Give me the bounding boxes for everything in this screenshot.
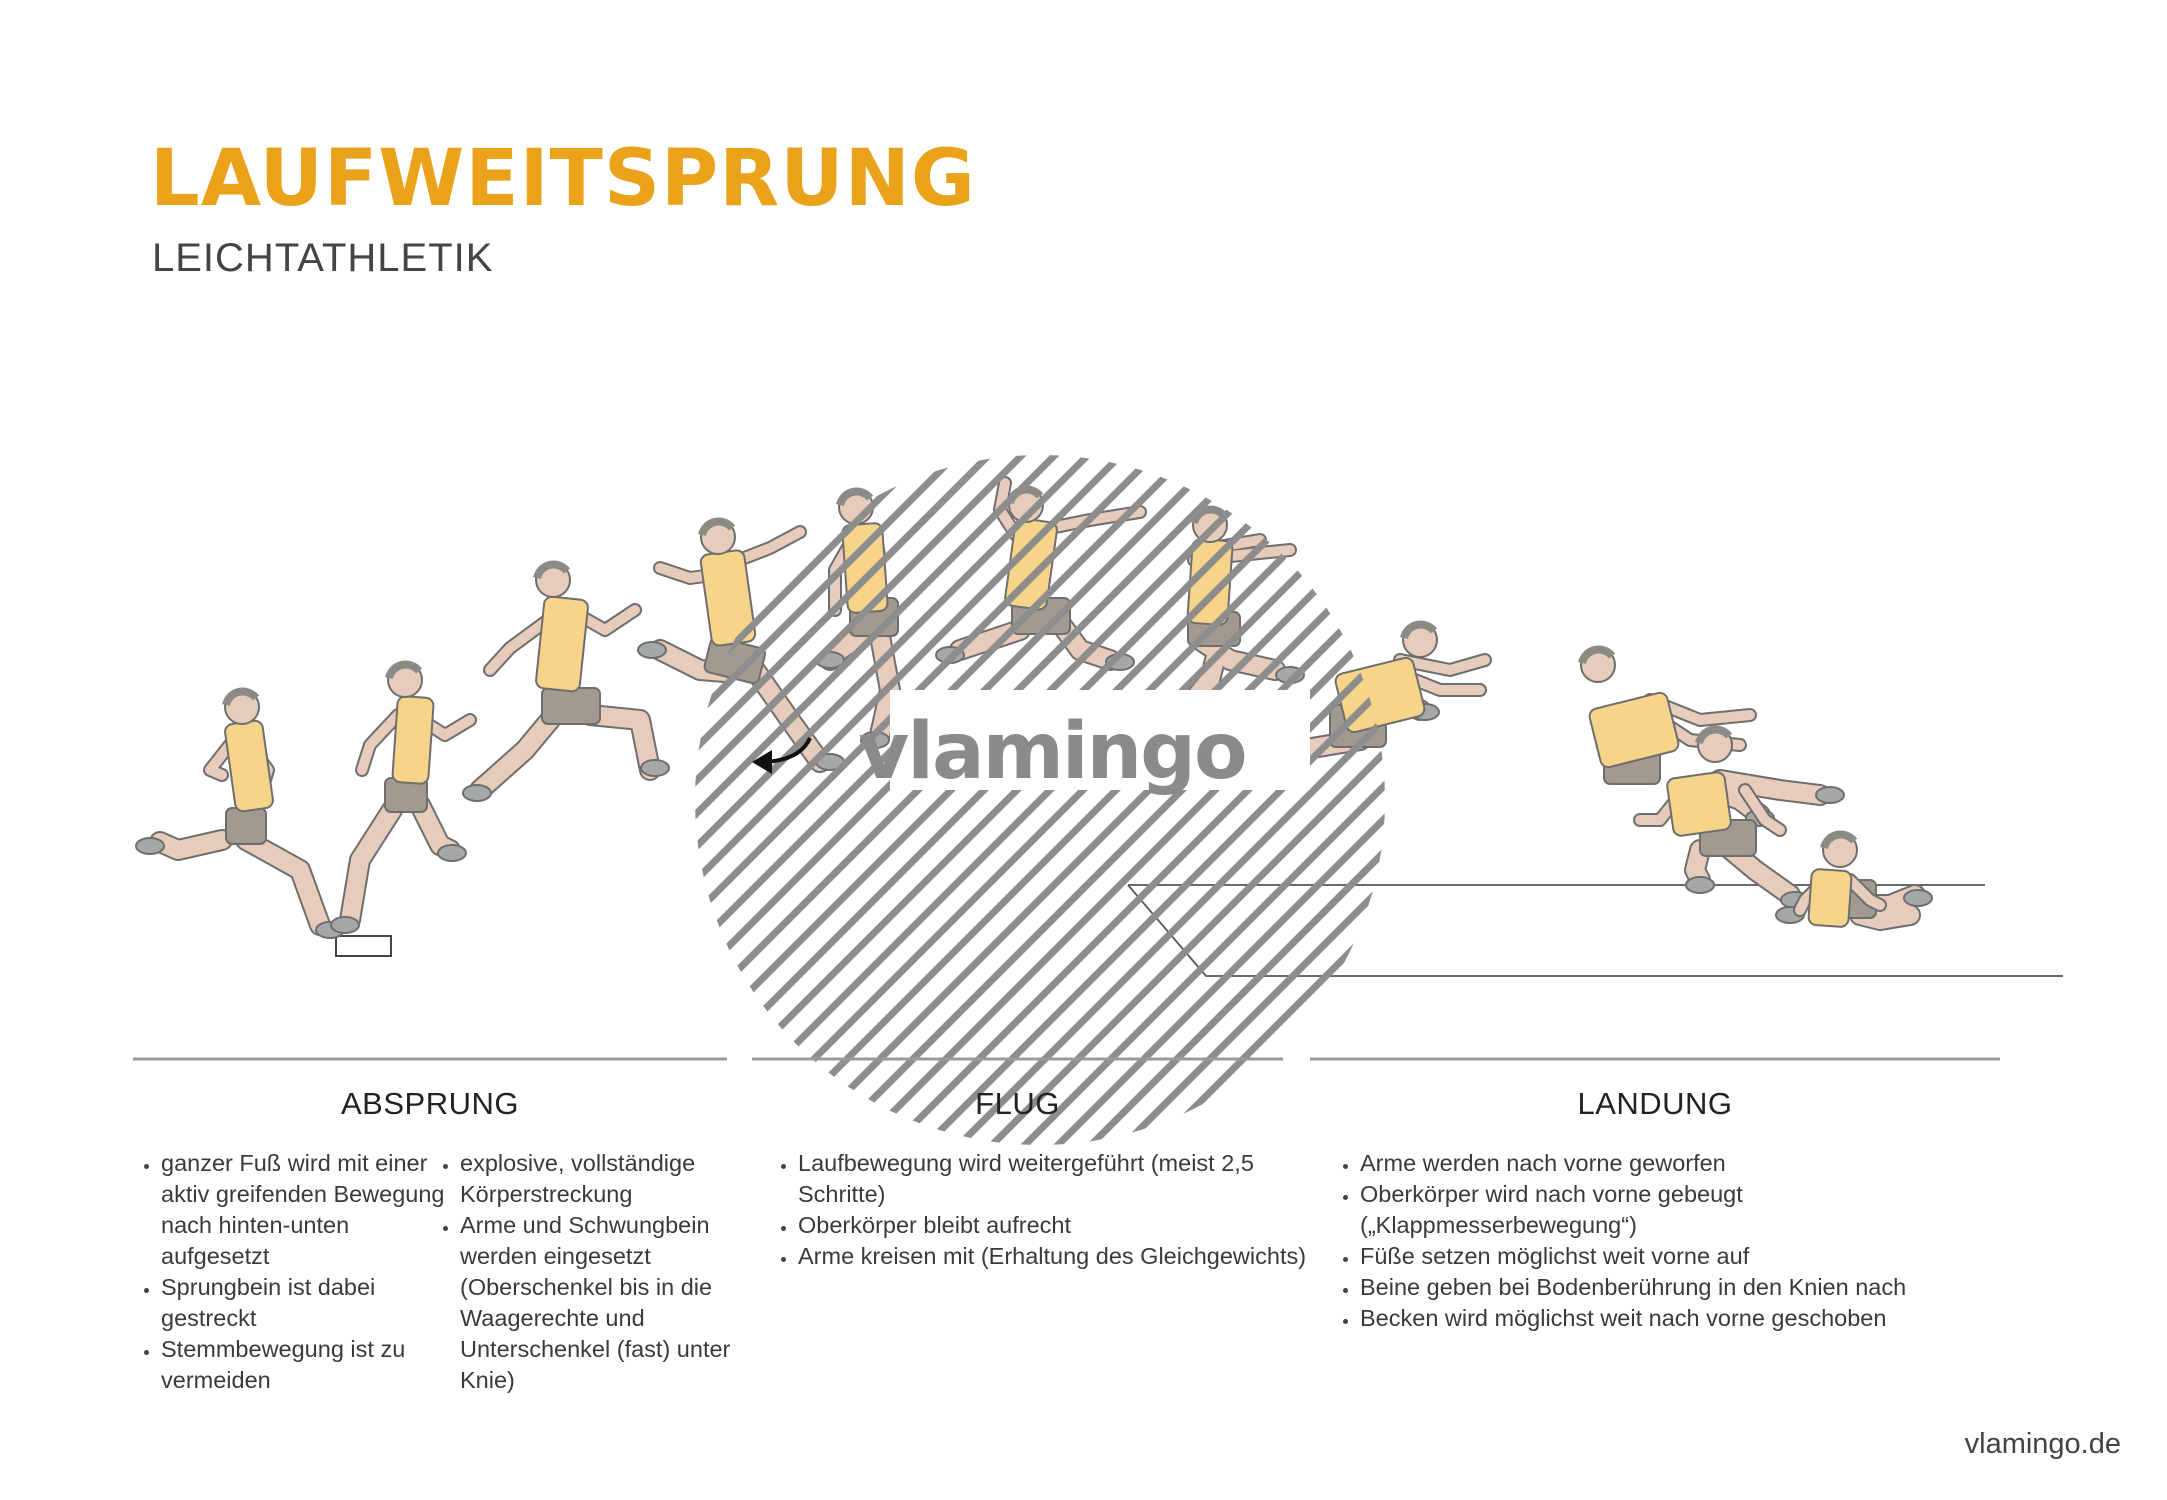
flug-title: FLUG [975,1086,1060,1121]
list-item: • explosive, vollständige Körperstreckung [460,1148,778,1210]
absprung-list-1 [133,1148,451,1396]
list-item: • Stemmbewegung ist zu vermeiden [161,1334,451,1396]
athlete-figure [331,663,470,933]
list-item: • Oberkörper bleibt aufrecht [798,1210,1308,1241]
absprung-list-2 [432,1148,778,1396]
athlete-figure [1640,728,1809,908]
page-subtitle: LEICHTATHLETIK [152,236,494,280]
list-item: • Becken wird möglichst weit nach vorne geschoben [1360,1303,2000,1334]
absprung-title: ABSPRUNG [341,1086,519,1121]
list-item: • Sprungbein ist dabei gestreckt [161,1272,451,1334]
athlete-figure [1776,833,1932,927]
list-item: • Arme werden nach vorne geworfen [1360,1148,2000,1179]
list-item: • Arme kreisen mit (Erhaltung des Gleichgewichts) [798,1241,1308,1272]
flug-list [770,1148,1308,1272]
watermark-logo: vlamingo [858,707,1246,797]
takeoff-board [336,936,391,956]
landung-list [1332,1148,2000,1334]
list-item: • Füße setzen möglichst weit vorne auf [1360,1241,2000,1272]
list-item: • Oberkörper wird nach vorne gebeugt („Klappmesserbewegung“) [1360,1179,2000,1241]
landung-title: LANDUNG [1577,1086,1733,1121]
list-item: • Beine geben bei Bodenberührung in den Knien nach [1360,1272,2000,1303]
list-item: • Arme und Schwungbein werden eingesetzt (Oberschenkel bis in die Waagerechte und Unterschenkel (fast) unter Knie) [460,1210,778,1396]
list-item: • ganzer Fuß wird mit einer aktiv greifenden Bewegung nach hinten-unten aufgesetzt [161,1148,451,1272]
footer-site: vlamingo.de [1964,1428,2121,1460]
page-title: LAUFWEITSPRUNG [150,134,976,224]
athlete-figure [136,690,344,938]
athlete-figure [463,563,669,801]
list-item: • Laufbewegung wird weitergeführt (meist 2,5 Schritte) [798,1148,1308,1210]
